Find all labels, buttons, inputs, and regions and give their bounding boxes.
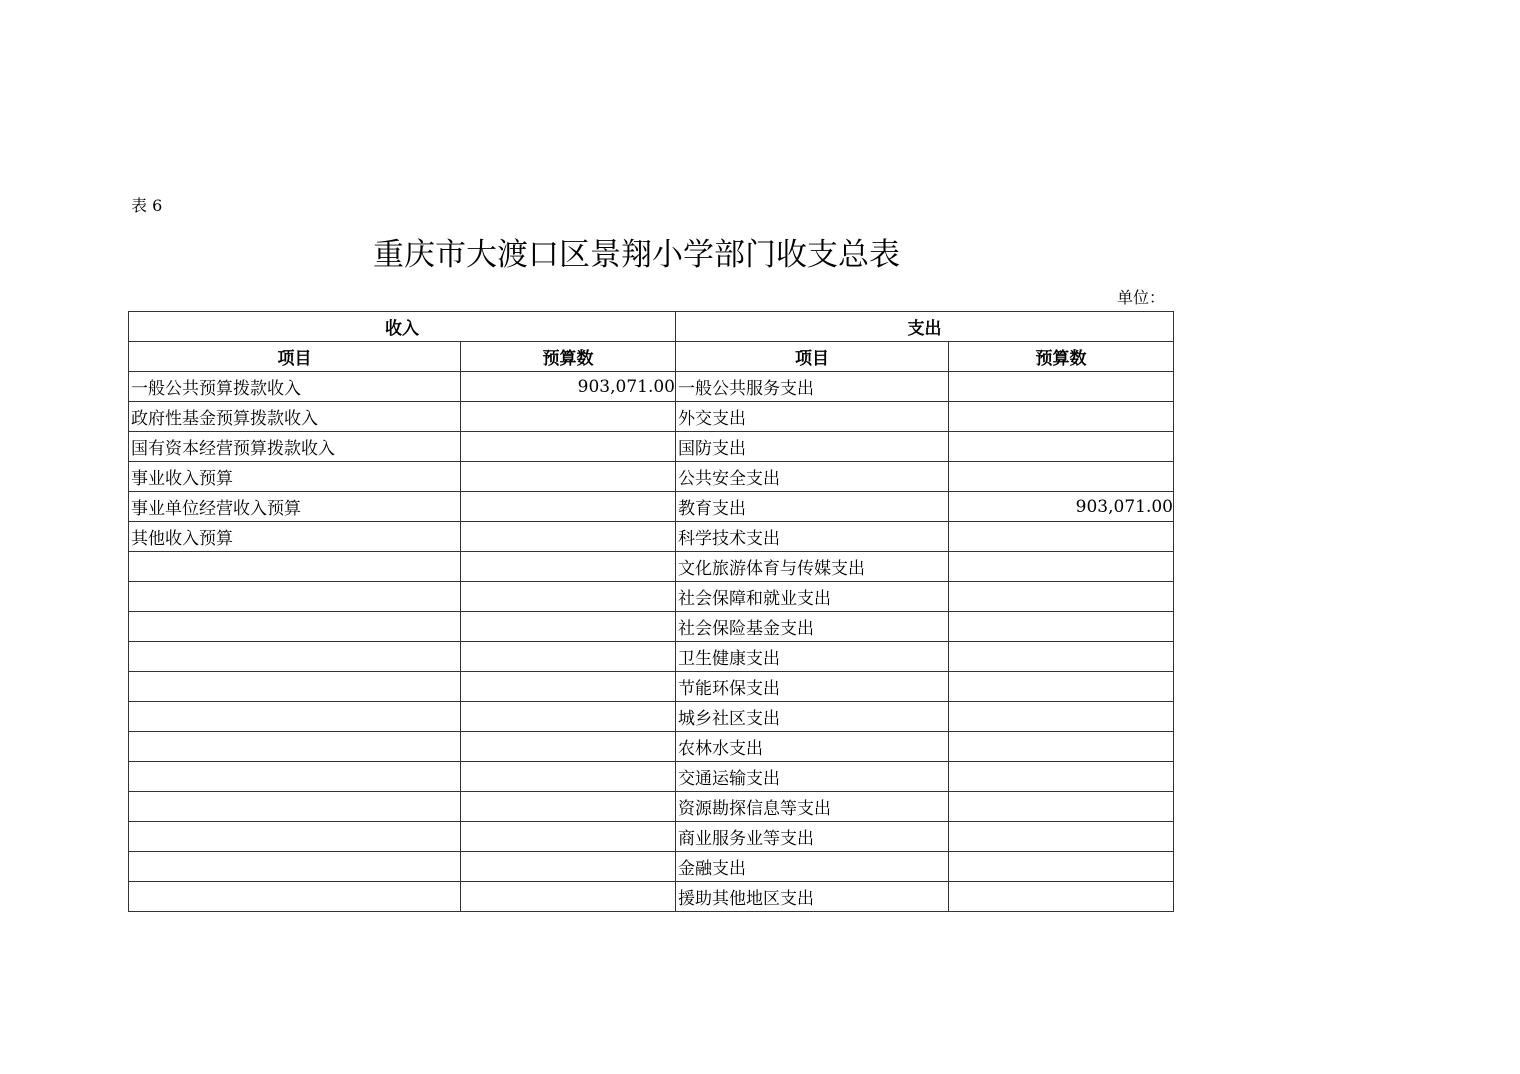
expense-amount-cell [949, 822, 1174, 852]
income-item-header: 项目 [129, 342, 461, 372]
income-amount-cell [461, 852, 676, 882]
table-row [129, 792, 1174, 822]
expense-item-cell: 资源勘探信息等支出 [676, 792, 949, 822]
income-item-cell: 事业收入预算 [129, 462, 461, 492]
income-item-cell [129, 552, 461, 582]
income-item-cell: 事业单位经营收入预算 [129, 492, 461, 522]
expense-amount-cell: 903,071.00 [949, 492, 1174, 522]
expense-amount-cell [949, 672, 1174, 702]
expense-amount-cell [949, 612, 1174, 642]
section-header-row [129, 312, 1174, 342]
expense-amount-cell [949, 552, 1174, 582]
income-section-header: 收入 [129, 312, 676, 342]
column-header-row [129, 342, 1174, 372]
income-amount-cell [461, 762, 676, 792]
table-number-label: 表 6 [131, 196, 163, 215]
income-amount-cell [461, 822, 676, 852]
expense-item-cell: 援助其他地区支出 [676, 882, 949, 912]
income-item-cell: 一般公共预算拨款收入 [129, 372, 461, 402]
income-item-cell: 政府性基金预算拨款收入 [129, 402, 461, 432]
table-row [129, 852, 1174, 882]
income-item-cell [129, 702, 461, 732]
expense-amount-cell [949, 582, 1174, 612]
expense-amount-cell [949, 522, 1174, 552]
income-item-cell [129, 792, 461, 822]
expense-amount-cell [949, 462, 1174, 492]
expense-amount-cell [949, 642, 1174, 672]
income-amount-cell [461, 672, 676, 702]
income-amount-cell: 903,071.00 [461, 372, 676, 402]
table-row [129, 402, 1174, 432]
table-row [129, 702, 1174, 732]
expense-item-header: 项目 [676, 342, 949, 372]
income-amount-cell [461, 792, 676, 822]
table-row [129, 462, 1174, 492]
income-item-cell [129, 642, 461, 672]
income-item-cell [129, 762, 461, 792]
expense-item-cell: 教育支出 [676, 492, 949, 522]
income-amount-cell [461, 462, 676, 492]
table-row [129, 612, 1174, 642]
income-item-cell [129, 852, 461, 882]
income-amount-cell [461, 492, 676, 522]
expense-item-cell: 金融支出 [676, 852, 949, 882]
page-title: 重庆市大渡口区景翔小学部门收支总表 [373, 237, 900, 273]
budget-summary-table [128, 311, 1174, 912]
expense-amount-cell [949, 762, 1174, 792]
income-amount-cell [461, 582, 676, 612]
expense-item-cell: 节能环保支出 [676, 672, 949, 702]
income-item-cell [129, 582, 461, 612]
table-row [129, 822, 1174, 852]
table-row [129, 432, 1174, 462]
expense-item-cell: 商业服务业等支出 [676, 822, 949, 852]
expense-amount-cell [949, 372, 1174, 402]
table-row [129, 642, 1174, 672]
income-item-cell: 国有资本经营预算拨款收入 [129, 432, 461, 462]
expense-amount-cell [949, 882, 1174, 912]
expense-amount-cell [949, 732, 1174, 762]
expense-budget-header: 预算数 [949, 342, 1174, 372]
income-budget-header: 预算数 [461, 342, 676, 372]
income-amount-cell [461, 552, 676, 582]
expense-item-cell: 外交支出 [676, 402, 949, 432]
table-row [129, 732, 1174, 762]
table-row [129, 492, 1174, 522]
income-item-cell [129, 672, 461, 702]
income-item-cell [129, 822, 461, 852]
expense-item-cell: 科学技术支出 [676, 522, 949, 552]
expense-item-cell: 国防支出 [676, 432, 949, 462]
table-row [129, 552, 1174, 582]
expense-item-cell: 交通运输支出 [676, 762, 949, 792]
expense-item-cell: 卫生健康支出 [676, 642, 949, 672]
expense-amount-cell [949, 402, 1174, 432]
income-amount-cell [461, 612, 676, 642]
income-amount-cell [461, 882, 676, 912]
income-item-cell: 其他收入预算 [129, 522, 461, 552]
expense-amount-cell [949, 852, 1174, 882]
table-row [129, 522, 1174, 552]
income-item-cell [129, 732, 461, 762]
expense-item-cell: 农林水支出 [676, 732, 949, 762]
income-item-cell [129, 882, 461, 912]
table-row [129, 882, 1174, 912]
income-amount-cell [461, 732, 676, 762]
expense-item-cell: 一般公共服务支出 [676, 372, 949, 402]
expense-item-cell: 公共安全支出 [676, 462, 949, 492]
expense-amount-cell [949, 702, 1174, 732]
income-amount-cell [461, 432, 676, 462]
expense-amount-cell [949, 792, 1174, 822]
income-amount-cell [461, 402, 676, 432]
table-row [129, 762, 1174, 792]
unit-label: 单位： [1117, 288, 1166, 307]
income-item-cell [129, 612, 461, 642]
expense-amount-cell [949, 432, 1174, 462]
table-row [129, 672, 1174, 702]
income-amount-cell [461, 642, 676, 672]
expense-item-cell: 城乡社区支出 [676, 702, 949, 732]
expense-section-header: 支出 [676, 312, 1174, 342]
income-amount-cell [461, 702, 676, 732]
expense-item-cell: 社会保障和就业支出 [676, 582, 949, 612]
expense-item-cell: 文化旅游体育与传媒支出 [676, 552, 949, 582]
table-row [129, 372, 1174, 402]
table-row [129, 582, 1174, 612]
expense-item-cell: 社会保险基金支出 [676, 612, 949, 642]
income-amount-cell [461, 522, 676, 552]
